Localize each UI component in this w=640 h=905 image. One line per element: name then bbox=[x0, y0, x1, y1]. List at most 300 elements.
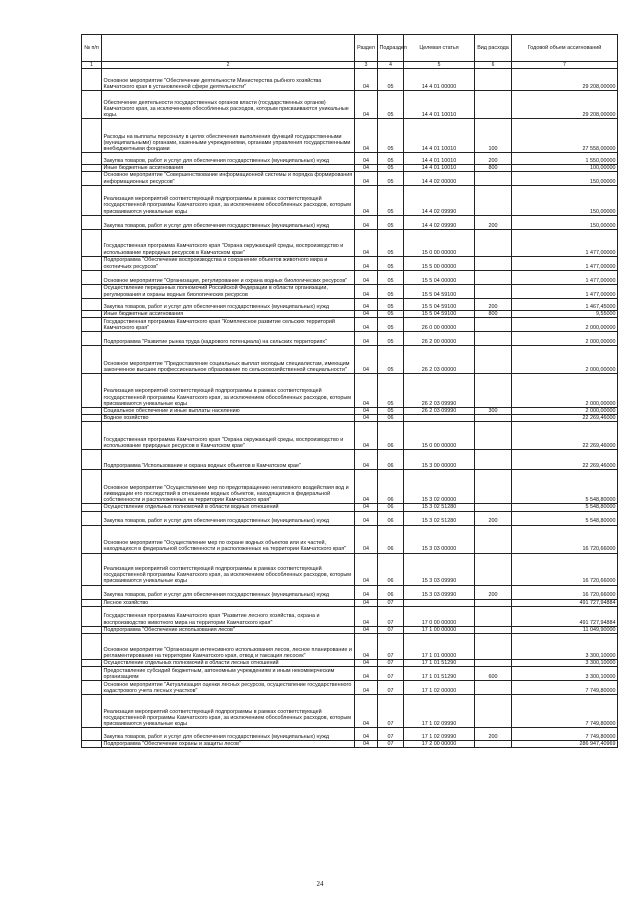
row-expense-type-cell bbox=[475, 185, 512, 215]
row-section-cell: 04 bbox=[355, 165, 378, 172]
row-name-cell: Подпрограмма "Обеспечение охраны и защиты лесов" bbox=[102, 741, 355, 748]
row-expense-type-cell bbox=[475, 606, 512, 626]
table-row bbox=[82, 165, 618, 172]
row-expense-type-cell bbox=[475, 525, 512, 553]
row-amount-cell: 3 300,10000 bbox=[512, 634, 618, 660]
row-subsection-cell: 05 bbox=[378, 215, 404, 229]
row-amount-cell: 29 208,00000 bbox=[512, 91, 618, 119]
col-number: 4 bbox=[378, 62, 404, 69]
row-name-cell: Подпрограмма "Использование и охрана водных объектов в Камчатском крае" bbox=[102, 450, 355, 470]
row-subsection-cell: 05 bbox=[378, 346, 404, 374]
row-expense-type-cell bbox=[475, 634, 512, 660]
row-subsection-cell: 06 bbox=[378, 585, 404, 599]
row-amount-cell: 3 300,10000 bbox=[512, 667, 618, 681]
row-section-cell: 04 bbox=[355, 215, 378, 229]
row-name-cell: Основное мероприятие "Организация интенсивного использования лесов, лесное планирование и регламентирование на территории Камчатского края, отвод и таксация лесосек" bbox=[102, 634, 355, 660]
row-amount-cell: 286 947,40969 bbox=[512, 741, 618, 748]
row-section-cell: 04 bbox=[355, 91, 378, 119]
row-number-cell bbox=[82, 470, 102, 504]
row-section-cell: 04 bbox=[355, 695, 378, 728]
row-number-cell bbox=[82, 695, 102, 728]
row-expense-type-cell: 200 bbox=[475, 153, 512, 165]
row-expense-type-cell bbox=[475, 91, 512, 119]
row-subsection-cell: 05 bbox=[378, 165, 404, 172]
row-number-cell bbox=[82, 165, 102, 172]
row-expense-type-cell: 200 bbox=[475, 511, 512, 525]
row-number-cell bbox=[82, 660, 102, 667]
row-section-cell: 04 bbox=[355, 525, 378, 553]
row-subsection-cell: 07 bbox=[378, 660, 404, 667]
row-name-cell: Осуществление отдельных полномочий в области лесных отношений bbox=[102, 660, 355, 667]
row-section-cell: 04 bbox=[355, 728, 378, 741]
row-target-article-cell: 14 4 01 00000 bbox=[404, 69, 475, 91]
row-name-cell: Осуществление отдельных полномочий в области водных отношений bbox=[102, 504, 355, 511]
col-number: 1 bbox=[82, 62, 102, 69]
row-amount-cell: 1 477,00000 bbox=[512, 229, 618, 256]
row-section-cell: 04 bbox=[355, 504, 378, 511]
row-subsection-cell: 05 bbox=[378, 284, 404, 298]
row-subsection-cell: 05 bbox=[378, 310, 404, 317]
row-target-article-cell bbox=[404, 415, 475, 422]
row-amount-cell: 7 749,80000 bbox=[512, 695, 618, 728]
table-row bbox=[82, 415, 618, 422]
table-row bbox=[82, 332, 618, 346]
row-subsection-cell: 05 bbox=[378, 298, 404, 310]
row-target-article-cell: 14 4 01 10010 bbox=[404, 119, 475, 153]
row-number-cell bbox=[82, 422, 102, 450]
page-number: 24 bbox=[316, 880, 324, 888]
row-subsection-cell: 07 bbox=[378, 667, 404, 681]
row-name-cell: Государственная программа Камчатского края "Комплексное развитие сельских территорий Камчатского края" bbox=[102, 318, 355, 332]
row-number-cell bbox=[82, 318, 102, 332]
row-name-cell: Основное мероприятие "Осуществление мер по предотвращению негативного воздействия вод и ликвидации его последствий в отношении водных объектов, находящихся в федеральной собственности и расположенных на территории Камчатского края" bbox=[102, 470, 355, 504]
row-number-cell bbox=[82, 332, 102, 346]
row-subsection-cell: 05 bbox=[378, 374, 404, 408]
row-subsection-cell: 07 bbox=[378, 728, 404, 741]
row-section-cell: 04 bbox=[355, 284, 378, 298]
row-target-article-cell: 15 3 02 51280 bbox=[404, 511, 475, 525]
row-expense-type-cell bbox=[475, 415, 512, 422]
row-subsection-cell: 07 bbox=[378, 599, 404, 606]
row-section-cell: 04 bbox=[355, 318, 378, 332]
table-body bbox=[82, 69, 618, 748]
row-expense-type-cell: 800 bbox=[475, 165, 512, 172]
row-target-article-cell: 15 5 04 00000 bbox=[404, 270, 475, 284]
row-section-cell: 04 bbox=[355, 626, 378, 633]
row-target-article-cell: 17 1 02 09990 bbox=[404, 728, 475, 741]
row-number-cell bbox=[82, 599, 102, 606]
row-subsection-cell: 05 bbox=[378, 172, 404, 185]
table-row bbox=[82, 69, 618, 91]
row-section-cell: 04 bbox=[355, 229, 378, 256]
row-name-cell: Социальное обеспечение и иные выплаты населению bbox=[102, 408, 355, 415]
row-subsection-cell: 06 bbox=[378, 511, 404, 525]
row-section-cell: 04 bbox=[355, 470, 378, 504]
row-subsection-cell: 06 bbox=[378, 553, 404, 585]
row-name-cell: Закупка товаров, работ и услуг для обеспечения государственных (муниципальных) нужд bbox=[102, 511, 355, 525]
row-number-cell bbox=[82, 585, 102, 599]
column-number-row bbox=[82, 62, 618, 69]
table-row bbox=[82, 298, 618, 310]
row-amount-cell: 5 548,80000 bbox=[512, 470, 618, 504]
row-expense-type-cell: 100 bbox=[475, 119, 512, 153]
row-number-cell bbox=[82, 504, 102, 511]
row-name-cell: Государственная программа Камчатского края "Охрана окружающей среды, воспроизводство и использование природных ресурсов в Камчатском крае" bbox=[102, 422, 355, 450]
row-subsection-cell: 07 bbox=[378, 695, 404, 728]
row-amount-cell: 2 000,00000 bbox=[512, 374, 618, 408]
row-expense-type-cell: 300 bbox=[475, 408, 512, 415]
row-name-cell: Расходы на выплаты персоналу в целях обеспечения выполнения функций государственными (муниципальными) органами, казенными учреждениями, органами управления государственными внебюджетными фондами bbox=[102, 119, 355, 153]
row-section-cell: 04 bbox=[355, 256, 378, 270]
row-amount-cell: 2 000,00000 bbox=[512, 318, 618, 332]
row-subsection-cell: 05 bbox=[378, 229, 404, 256]
row-expense-type-cell bbox=[475, 332, 512, 346]
row-subsection-cell: 05 bbox=[378, 91, 404, 119]
col-header-target-article: Целевая статья bbox=[404, 35, 475, 62]
row-number-cell bbox=[82, 374, 102, 408]
row-expense-type-cell: 200 bbox=[475, 585, 512, 599]
table-row bbox=[82, 450, 618, 470]
row-amount-cell: 22 269,46000 bbox=[512, 422, 618, 450]
row-target-article-cell: 17 0 00 00000 bbox=[404, 606, 475, 626]
row-number-cell bbox=[82, 270, 102, 284]
table-row bbox=[82, 284, 618, 298]
table-row bbox=[82, 229, 618, 256]
row-amount-cell: 22 269,46000 bbox=[512, 415, 618, 422]
row-name-cell: Реализация мероприятий соответствующей подпрограммы в рамках соответствующей государственной программы Камчатского края, за исключением обособленных расходов, которым присваиваются уникальные коды bbox=[102, 185, 355, 215]
row-amount-cell: 5 548,80000 bbox=[512, 504, 618, 511]
col-header-section: Раздел bbox=[355, 35, 378, 62]
row-amount-cell: 491 727,94884 bbox=[512, 606, 618, 626]
row-section-cell: 04 bbox=[355, 346, 378, 374]
row-expense-type-cell: 200 bbox=[475, 728, 512, 741]
row-expense-type-cell bbox=[475, 741, 512, 748]
row-section-cell: 04 bbox=[355, 310, 378, 317]
row-target-article-cell: 17 1 02 09990 bbox=[404, 695, 475, 728]
row-number-cell bbox=[82, 153, 102, 165]
row-expense-type-cell bbox=[475, 450, 512, 470]
row-subsection-cell: 05 bbox=[378, 332, 404, 346]
table-row bbox=[82, 660, 618, 667]
row-section-cell: 04 bbox=[355, 172, 378, 185]
table-row bbox=[82, 408, 618, 415]
row-section-cell: 04 bbox=[355, 681, 378, 695]
table-row bbox=[82, 606, 618, 626]
row-section-cell: 04 bbox=[355, 667, 378, 681]
row-subsection-cell: 06 bbox=[378, 422, 404, 450]
table-row bbox=[82, 553, 618, 585]
row-amount-cell: 1 477,00000 bbox=[512, 256, 618, 270]
row-section-cell: 04 bbox=[355, 119, 378, 153]
row-amount-cell: 7 749,80000 bbox=[512, 681, 618, 695]
table-row bbox=[82, 741, 618, 748]
row-target-article-cell: 26 2 03 00000 bbox=[404, 346, 475, 374]
row-amount-cell: 9,55000 bbox=[512, 310, 618, 317]
row-name-cell: Подпрограмма "Развитие рынка труда (кадрового потенциала) на сельских территориях" bbox=[102, 332, 355, 346]
row-number-cell bbox=[82, 229, 102, 256]
row-subsection-cell: 07 bbox=[378, 626, 404, 633]
row-name-cell: Обеспечение деятельности государственных органов власти (государственных органов) Камчатского края, за исключением обособленных расходов, которым присваиваются уникальные коды. bbox=[102, 91, 355, 119]
row-name-cell: Иные бюджетные ассигнования bbox=[102, 310, 355, 317]
row-target-article-cell: 17 1 02 00000 bbox=[404, 681, 475, 695]
row-expense-type-cell bbox=[475, 504, 512, 511]
row-expense-type-cell bbox=[475, 553, 512, 585]
row-target-article-cell: 14 4 01 10010 bbox=[404, 153, 475, 165]
row-number-cell bbox=[82, 284, 102, 298]
row-subsection-cell: 07 bbox=[378, 634, 404, 660]
row-number-cell bbox=[82, 525, 102, 553]
row-target-article-cell: 15 3 03 00000 bbox=[404, 525, 475, 553]
row-target-article-cell bbox=[404, 599, 475, 606]
table-row bbox=[82, 634, 618, 660]
row-target-article-cell: 15 3 02 51280 bbox=[404, 504, 475, 511]
row-number-cell bbox=[82, 185, 102, 215]
row-target-article-cell: 26 2 03 09990 bbox=[404, 408, 475, 415]
row-name-cell: Закупка товаров, работ и услуг для обеспечения государственных (муниципальных) нужд bbox=[102, 215, 355, 229]
row-target-article-cell: 14 4 02 00000 bbox=[404, 172, 475, 185]
table-row bbox=[82, 422, 618, 450]
row-number-cell bbox=[82, 298, 102, 310]
row-number-cell bbox=[82, 553, 102, 585]
row-expense-type-cell bbox=[475, 284, 512, 298]
row-target-article-cell: 15 5 04 59100 bbox=[404, 310, 475, 317]
row-number-cell bbox=[82, 606, 102, 626]
row-subsection-cell: 06 bbox=[378, 450, 404, 470]
row-expense-type-cell: 200 bbox=[475, 215, 512, 229]
row-number-cell bbox=[82, 172, 102, 185]
row-target-article-cell: 15 3 03 09990 bbox=[404, 585, 475, 599]
table-row bbox=[82, 470, 618, 504]
row-name-cell: Основное мероприятие "Совершенствование информационной системы и порядка формирования информационных ресурсов" bbox=[102, 172, 355, 185]
col-number: 7 bbox=[512, 62, 618, 69]
row-amount-cell: 100,00000 bbox=[512, 165, 618, 172]
row-section-cell: 04 bbox=[355, 185, 378, 215]
row-name-cell: Закупка товаров, работ и услуг для обеспечения государственных (муниципальных) нужд bbox=[102, 728, 355, 741]
row-section-cell: 04 bbox=[355, 332, 378, 346]
col-number: 6 bbox=[475, 62, 512, 69]
col-header-expense-type: Вид расхода bbox=[475, 35, 512, 62]
row-amount-cell: 5 548,80000 bbox=[512, 511, 618, 525]
row-name-cell: Закупка товаров, работ и услуг для обеспечения государственных (муниципальных) нужд bbox=[102, 585, 355, 599]
row-amount-cell: 150,00000 bbox=[512, 172, 618, 185]
row-expense-type-cell bbox=[475, 270, 512, 284]
row-amount-cell: 7 749,80000 bbox=[512, 728, 618, 741]
row-expense-type-cell bbox=[475, 681, 512, 695]
row-expense-type-cell: 600 bbox=[475, 667, 512, 681]
row-subsection-cell: 05 bbox=[378, 153, 404, 165]
row-expense-type-cell: 800 bbox=[475, 310, 512, 317]
row-amount-cell: 29 208,00000 bbox=[512, 69, 618, 91]
row-number-cell bbox=[82, 511, 102, 525]
row-number-cell bbox=[82, 667, 102, 681]
table-row bbox=[82, 374, 618, 408]
row-name-cell: Основное мероприятие "Предоставление социальных выплат молодым специалистам, имеющим законченное высшее профессиональное образование по сельскохозяйственной специальности" bbox=[102, 346, 355, 374]
row-name-cell: Основное мероприятие "Осуществление мер по охране водных объектов или их частей, находящихся в федеральной собственности и расположенных на территории Камчатского края" bbox=[102, 525, 355, 553]
table-row bbox=[82, 256, 618, 270]
row-section-cell: 04 bbox=[355, 422, 378, 450]
row-subsection-cell: 05 bbox=[378, 69, 404, 91]
col-number: 3 bbox=[355, 62, 378, 69]
row-section-cell: 04 bbox=[355, 374, 378, 408]
row-name-cell: Основное мероприятие "Организация, регулирование и охрана водных биологических ресурсов" bbox=[102, 270, 355, 284]
row-name-cell: Реализация мероприятий соответствующей подпрограммы в рамках соответствующей государственной программы Камчатского края, за исключением обособленных расходов, которым присваиваются уникальные коды bbox=[102, 374, 355, 408]
budget-table bbox=[81, 34, 618, 748]
table-row bbox=[82, 91, 618, 119]
row-expense-type-cell bbox=[475, 470, 512, 504]
row-number-cell bbox=[82, 310, 102, 317]
row-expense-type-cell bbox=[475, 374, 512, 408]
row-section-cell: 04 bbox=[355, 270, 378, 284]
row-amount-cell: 22 269,46000 bbox=[512, 450, 618, 470]
table-row bbox=[82, 681, 618, 695]
row-subsection-cell: 07 bbox=[378, 606, 404, 626]
row-name-cell: Подпрограмма "Обеспечение воспроизводства и сохранение объектов животного мира и охотничьих ресурсов" bbox=[102, 256, 355, 270]
row-target-article-cell: 15 3 02 00000 bbox=[404, 470, 475, 504]
row-section-cell: 04 bbox=[355, 450, 378, 470]
row-target-article-cell: 15 0 00 00000 bbox=[404, 229, 475, 256]
row-number-cell bbox=[82, 450, 102, 470]
row-amount-cell: 3 300,10000 bbox=[512, 660, 618, 667]
table-row bbox=[82, 511, 618, 525]
row-section-cell: 04 bbox=[355, 741, 378, 748]
row-section-cell: 04 bbox=[355, 585, 378, 599]
row-subsection-cell: 05 bbox=[378, 270, 404, 284]
row-section-cell: 04 bbox=[355, 69, 378, 91]
row-name-cell: Реализация мероприятий соответствующей подпрограммы в рамках соответствующей государственной программы Камчатского края, за исключением обособленных расходов, которым присваиваются уникальные коды bbox=[102, 553, 355, 585]
row-subsection-cell: 06 bbox=[378, 415, 404, 422]
row-subsection-cell: 06 bbox=[378, 470, 404, 504]
row-amount-cell: 2 000,00000 bbox=[512, 346, 618, 374]
table-row bbox=[82, 215, 618, 229]
row-expense-type-cell bbox=[475, 318, 512, 332]
table-row bbox=[82, 695, 618, 728]
table-row bbox=[82, 626, 618, 633]
table-row bbox=[82, 346, 618, 374]
row-name-cell: Осуществление переданных полномочий Российской Федерации в области организации, регулирования и охраны водных биологических ресурсов bbox=[102, 284, 355, 298]
row-name-cell: Закупка товаров, работ и услуг для обеспечения государственных (муниципальных) нужд bbox=[102, 153, 355, 165]
row-target-article-cell: 15 0 00 00000 bbox=[404, 422, 475, 450]
row-subsection-cell: 07 bbox=[378, 681, 404, 695]
row-target-article-cell: 17 1 01 51290 bbox=[404, 660, 475, 667]
col-header-subsection: Подраздел bbox=[378, 35, 404, 62]
table-row bbox=[82, 585, 618, 599]
row-subsection-cell: 05 bbox=[378, 408, 404, 415]
row-section-cell: 04 bbox=[355, 415, 378, 422]
row-target-article-cell: 15 5 00 00000 bbox=[404, 256, 475, 270]
col-header-name bbox=[102, 35, 355, 62]
row-name-cell: Государственная программа Камчатского края "Развитие лесного хозяйства, охрана и воспроизводство животного мира на территории Камчатского края" bbox=[102, 606, 355, 626]
row-section-cell: 04 bbox=[355, 408, 378, 415]
row-number-cell bbox=[82, 728, 102, 741]
row-expense-type-cell: 200 bbox=[475, 298, 512, 310]
row-expense-type-cell bbox=[475, 422, 512, 450]
row-subsection-cell: 06 bbox=[378, 525, 404, 553]
row-section-cell: 04 bbox=[355, 660, 378, 667]
row-target-article-cell: 14 4 01 10010 bbox=[404, 91, 475, 119]
row-target-article-cell: 17 1 01 00000 bbox=[404, 634, 475, 660]
row-target-article-cell: 17 2 00 00000 bbox=[404, 741, 475, 748]
row-amount-cell: 16 720,66000 bbox=[512, 553, 618, 585]
table-row bbox=[82, 270, 618, 284]
col-header-annual-amount: Годовой объем ассигнований bbox=[512, 35, 618, 62]
row-amount-cell: 2 000,00000 bbox=[512, 332, 618, 346]
row-target-article-cell: 15 5 04 59100 bbox=[404, 284, 475, 298]
row-expense-type-cell bbox=[475, 626, 512, 633]
row-amount-cell: 150,00000 bbox=[512, 215, 618, 229]
row-subsection-cell: 06 bbox=[378, 504, 404, 511]
row-amount-cell: 16 720,66000 bbox=[512, 525, 618, 553]
row-number-cell bbox=[82, 681, 102, 695]
row-name-cell: Иные бюджетные ассигнования bbox=[102, 165, 355, 172]
row-target-article-cell: 26 2 03 09990 bbox=[404, 374, 475, 408]
row-subsection-cell: 05 bbox=[378, 318, 404, 332]
row-name-cell: Реализация мероприятий соответствующей подпрограммы в рамках соответствующей государственной программы Камчатского края, за исключением обособленных расходов, которым присваиваются уникальные коды bbox=[102, 695, 355, 728]
row-target-article-cell: 14 4 02 09990 bbox=[404, 215, 475, 229]
row-number-cell bbox=[82, 256, 102, 270]
row-amount-cell: 2 000,00000 bbox=[512, 408, 618, 415]
row-section-cell: 04 bbox=[355, 553, 378, 585]
row-name-cell: Предоставление субсидий бюджетным, автономным учреждениям и иным некоммерческим организациям bbox=[102, 667, 355, 681]
row-amount-cell: 1 477,00000 bbox=[512, 270, 618, 284]
row-section-cell: 04 bbox=[355, 599, 378, 606]
row-target-article-cell: 26 2 00 00000 bbox=[404, 332, 475, 346]
row-number-cell bbox=[82, 346, 102, 374]
row-number-cell bbox=[82, 626, 102, 633]
row-section-cell: 04 bbox=[355, 511, 378, 525]
row-number-cell bbox=[82, 91, 102, 119]
row-target-article-cell: 14 4 02 09990 bbox=[404, 185, 475, 215]
row-subsection-cell: 05 bbox=[378, 256, 404, 270]
row-number-cell bbox=[82, 69, 102, 91]
row-amount-cell: 491 727,94884 bbox=[512, 599, 618, 606]
row-amount-cell: 150,00000 bbox=[512, 185, 618, 215]
table-row bbox=[82, 599, 618, 606]
row-target-article-cell: 15 3 00 00000 bbox=[404, 450, 475, 470]
row-expense-type-cell bbox=[475, 256, 512, 270]
row-amount-cell: 11 049,90000 bbox=[512, 626, 618, 633]
table-row bbox=[82, 172, 618, 185]
row-target-article-cell: 17 1 01 51290 bbox=[404, 667, 475, 681]
table-row bbox=[82, 318, 618, 332]
row-subsection-cell: 07 bbox=[378, 741, 404, 748]
row-target-article-cell: 26 0 00 00000 bbox=[404, 318, 475, 332]
row-section-cell: 04 bbox=[355, 606, 378, 626]
table-row bbox=[82, 504, 618, 511]
row-number-cell bbox=[82, 119, 102, 153]
table-row bbox=[82, 153, 618, 165]
row-amount-cell: 1 477,00000 bbox=[512, 284, 618, 298]
table-row bbox=[82, 728, 618, 741]
row-subsection-cell: 05 bbox=[378, 185, 404, 215]
row-target-article-cell: 15 5 04 59100 bbox=[404, 298, 475, 310]
row-amount-cell: 1 550,00000 bbox=[512, 153, 618, 165]
row-name-cell: Основное мероприятие "Обеспечение деятельности Министерства рыбного хозяйства Камчатского края в установленной сфере деятельности" bbox=[102, 69, 355, 91]
row-target-article-cell: 17 1 00 00000 bbox=[404, 626, 475, 633]
row-expense-type-cell bbox=[475, 229, 512, 256]
row-target-article-cell: 14 4 01 10010 bbox=[404, 165, 475, 172]
table-row bbox=[82, 185, 618, 215]
row-section-cell: 04 bbox=[355, 298, 378, 310]
header-row bbox=[82, 35, 618, 62]
row-name-cell: Лесное хозяйство bbox=[102, 599, 355, 606]
row-number-cell bbox=[82, 408, 102, 415]
col-number: 5 bbox=[404, 62, 475, 69]
table-row bbox=[82, 119, 618, 153]
row-expense-type-cell bbox=[475, 695, 512, 728]
row-section-cell: 04 bbox=[355, 153, 378, 165]
row-name-cell: Подпрограмма "Обеспечение использования лесов" bbox=[102, 626, 355, 633]
table-row bbox=[82, 667, 618, 681]
